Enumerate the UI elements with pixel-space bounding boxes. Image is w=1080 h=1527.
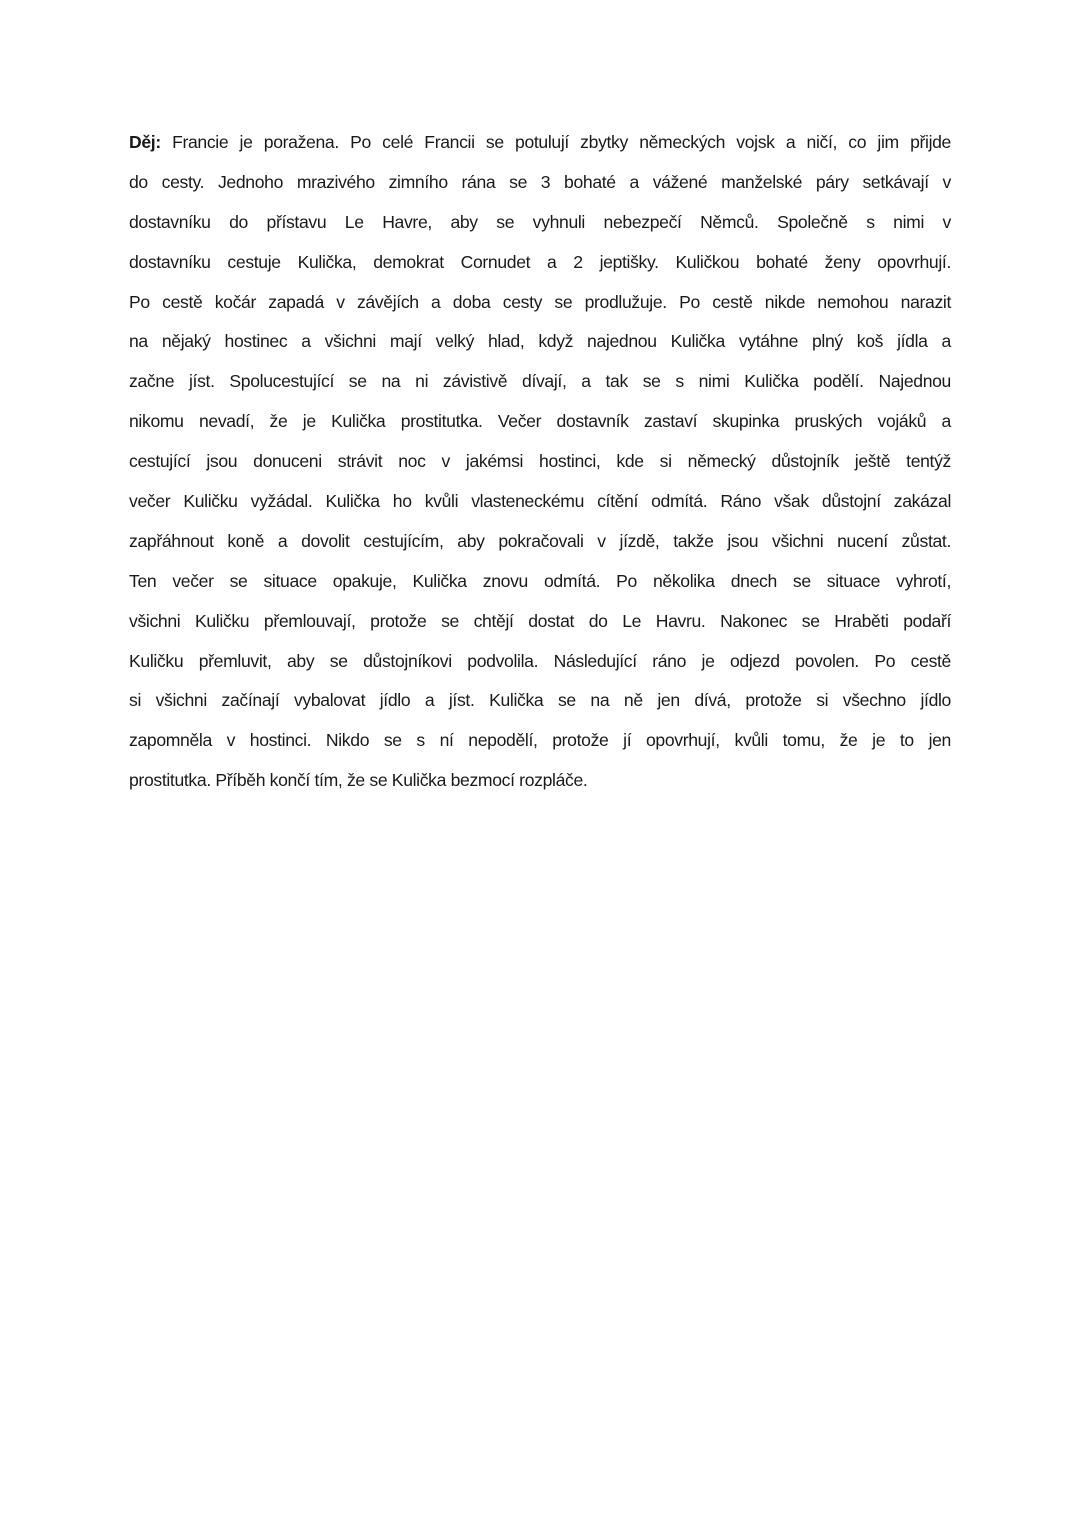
line-text: večer Kuličku vyžádal. Kulička ho kvůli vlasteneckému cítění odmítá. Ráno však důstojní zakázal: [129, 491, 951, 512]
paragraph-line-11: [129, 527, 951, 567]
paragraph-line-16: [129, 726, 951, 766]
paragraph-line-12: [129, 567, 951, 607]
line-text: všichni Kuličku přemlouvají, protože se chtějí dostat do Le Havru. Nakonec se Hraběti podaří: [129, 610, 951, 631]
line-text: cestující jsou donuceni strávit noc v jakémsi hostinci, kde si německý důstojník ještě tentýž: [129, 451, 951, 472]
paragraph-line-13: [129, 607, 951, 647]
line-text: prostitutka. Příběh končí tím, že se Kulička bezmocí rozpláče.: [129, 770, 588, 791]
paragraph-line-2: [129, 168, 951, 208]
paragraph-line-17: [129, 766, 951, 806]
paragraph-line-15: [129, 686, 951, 726]
paragraph-line-1: [129, 128, 951, 168]
line-text: Po cestě kočár zapadá v závějích a doba cesty se prodlužuje. Po cestě nikde nemohou narazit: [129, 291, 951, 312]
line-text: zapomněla v hostinci. Nikdo se s ní nepodělí, protože jí opovrhují, kvůli tomu, že je to jen: [129, 730, 951, 751]
line-text: na nějaký hostinec a všichni mají velký hlad, když najednou Kulička vytáhne plný koš jídla a: [129, 331, 951, 352]
paragraph-line-8: [129, 407, 951, 447]
line-text: si všichni začínají vybalovat jídlo a jíst. Kulička se na ně jen dívá, protože si všechno jídlo: [129, 690, 951, 711]
line-text: do cesty. Jednoho mrazivého zimního rána se 3 bohaté a vážené manželské páry setkávají v: [129, 171, 951, 192]
line-text: nikomu nevadí, že je Kulička prostitutka. Večer dostavník zastaví skupinka pruských vojáků a: [129, 411, 951, 432]
line-text: zapřáhnout koně a dovolit cestujícím, aby pokračovali v jízdě, takže jsou všichni nucení zůstat.: [129, 530, 951, 551]
document-page: [129, 128, 951, 806]
paragraph-line-9: [129, 447, 951, 487]
paragraph-line-4: [129, 248, 951, 288]
line-text: Ten večer se situace opakuje, Kulička znovu odmítá. Po několika dnech se situace vyhrotí,: [129, 570, 951, 591]
line-text: Francie je poražena. Po celé Francii se potulují zbytky německých vojsk a ničí, co jim přijde: [160, 132, 951, 152]
paragraph-line-10: [129, 487, 951, 527]
paragraph-line-14: [129, 647, 951, 687]
paragraph-line-7: [129, 367, 951, 407]
line-text: Kuličku přemluvit, aby se důstojníkovi podvolila. Následující ráno je odjezd povolen. Po cestě: [129, 650, 951, 671]
paragraph-line-3: [129, 208, 951, 248]
line-text: dostavníku do přístavu Le Havre, aby se vyhnuli nebezpečí Němců. Společně s nimi v: [129, 211, 951, 232]
paragraph-line-6: [129, 327, 951, 367]
paragraph-line-5: [129, 288, 951, 328]
line-text: začne jíst. Spolucestující se na ni závistivě dívají, a tak se s nimi Kulička podělí. Najednou: [129, 371, 951, 392]
section-label: Děj:: [129, 132, 161, 152]
line-text: dostavníku cestuje Kulička, demokrat Cornudet a 2 jeptišky. Kuličkou bohaté ženy opovrhují.: [129, 251, 951, 272]
